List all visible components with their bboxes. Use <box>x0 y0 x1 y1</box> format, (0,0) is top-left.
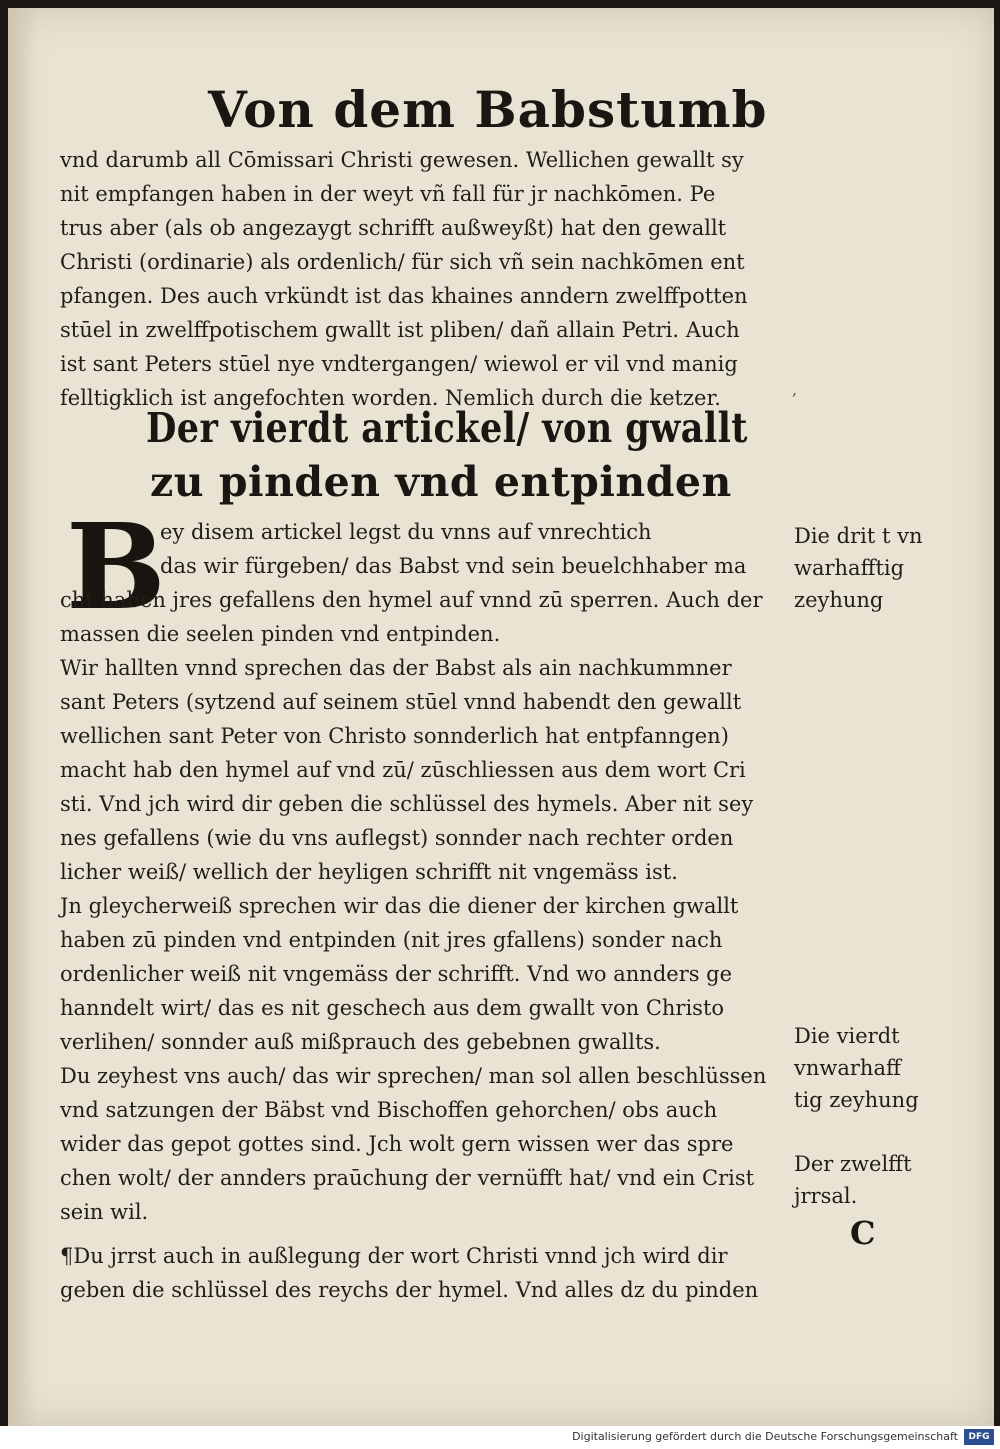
text-line: wider das gepot gottes sind. Jch wolt gern wissen wer das spre <box>60 1132 734 1156</box>
margin-note-line: zeyhung <box>794 588 884 612</box>
text-line: sein wil. <box>60 1200 149 1224</box>
dfg-logo-icon: DFG <box>964 1429 994 1445</box>
decorated-initial: B <box>66 497 166 636</box>
text-line: Wir hallten vnnd sprechen das der Babst als ain nachkummner <box>60 656 732 680</box>
text-line: macht hab den hymel auf vnd zū/ zūschliessen aus dem wort Cri <box>60 758 746 782</box>
text-line: pfangen. Des auch vrkündt ist das khaines anndern zwelffpotten <box>60 284 748 308</box>
text-line: geben die schlüssel des reychs der hymel. Vnd alles dz du pinden <box>60 1278 759 1302</box>
margin-note-3 <box>794 1148 912 1212</box>
text-line: Du zeyhest vns auch/ das wir sprechen/ man sol allen beschlüssen <box>60 1064 767 1088</box>
margin-note-line: vnwarhaff <box>794 1056 901 1080</box>
text-line: wellichen sant Peter von Christo sonnderlich hat entpfanngen) <box>60 724 729 748</box>
text-line: ist sant Peters stūel nye vndtergangen/ wiewol er vil vnd manig <box>60 352 738 376</box>
text-line: massen die seelen pinden vnd entpinden. <box>60 622 501 646</box>
scanned-page <box>8 8 994 1426</box>
text-line: verlihen/ sonnder auß mißprauch des gebebnen gwallts. <box>60 1030 661 1054</box>
text-line: nit empfangen haben in der weyt vñ fall für jr nachkōmen. Pe <box>60 182 716 206</box>
stray-mark: , <box>792 380 798 399</box>
margin-note-line: Der zwelfft <box>794 1152 912 1176</box>
text-line: ey disem artickel legst du vnns auf vnrechtich <box>160 520 652 544</box>
margin-note-line: Die drit t vn <box>794 524 923 548</box>
funding-note: Digitalisierung gefördert durch die Deutsche Forschungsgemeinschaft <box>572 1430 958 1443</box>
text-line: cht haben jres gefallens den hymel auf vnnd zū sperren. Auch der <box>60 588 763 612</box>
running-header: Von dem Babstumb <box>208 80 768 139</box>
text-line: vnd satzungen der Bäbst vnd Bischoffen gehorchen/ obs auch <box>60 1098 718 1122</box>
heading-line-2: zu pinden vnd entpinden <box>150 458 732 506</box>
text-line: licher weiß/ wellich der heyligen schrifft nit vngemäss ist. <box>60 860 678 884</box>
margin-note-line: Die vierdt <box>794 1024 900 1048</box>
heading-line-1: Der vierdt artickel/ von gwallt <box>146 404 748 452</box>
text-line: Jn gleycherweiß sprechen wir das die diener der kirchen gwallt <box>60 894 739 918</box>
margin-note-line: warhafftig <box>794 556 905 580</box>
text-line: das wir fürgeben/ das Babst vnd sein beuelchhaber ma <box>160 554 747 578</box>
margin-note-1 <box>794 520 922 616</box>
text-line: hanndelt wirt/ das es nit geschech aus dem gwallt von Christo <box>60 996 725 1020</box>
catchword: C <box>850 1214 876 1252</box>
text-line: vnd darumb all Cōmissari Christi gewesen. Wellichen gewallt sy <box>60 148 744 172</box>
text-line: haben zū pinden vnd entpinden (nit jres gfallens) sonder nach <box>60 928 723 952</box>
text-line: stūel in zwelffpotischem gwallt ist pliben/ dañ allain Petri. Auch <box>60 318 740 342</box>
text-line: nes gefallens (wie du vns auflegst) sonnder nach rechter orden <box>60 826 734 850</box>
margin-note-line: jrrsal. <box>794 1184 858 1208</box>
text-line: sti. Vnd jch wird dir geben die schlüssel des hymels. Aber nit sey <box>60 792 754 816</box>
text-line: felltigklich ist angefochten worden. Nemlich durch die ketzer. <box>60 386 721 410</box>
margin-note-2 <box>794 1020 919 1116</box>
text-line: sant Peters (sytzend auf seinem stūel vnnd habendt den gewallt <box>60 690 742 714</box>
text-line: Christi (ordinarie) als ordenlich/ für sich vñ sein nachkōmen ent <box>60 250 745 274</box>
margin-note-line: tig zeyhung <box>794 1088 919 1112</box>
footer-bar <box>0 1426 1000 1449</box>
text-line: ¶Du jrrst auch in außlegung der wort Christi vnnd jch wird dir <box>60 1244 728 1268</box>
text-line: chen wolt/ der annders praūchung der vernüfft hat/ vnd ein Crist <box>60 1166 755 1190</box>
text-line: ordenlicher weiß nit vngemäss der schrifft. Vnd wo annders ge <box>60 962 733 986</box>
text-line: trus aber (als ob angezaygt schrifft außweyßt) hat den gewallt <box>60 216 727 240</box>
